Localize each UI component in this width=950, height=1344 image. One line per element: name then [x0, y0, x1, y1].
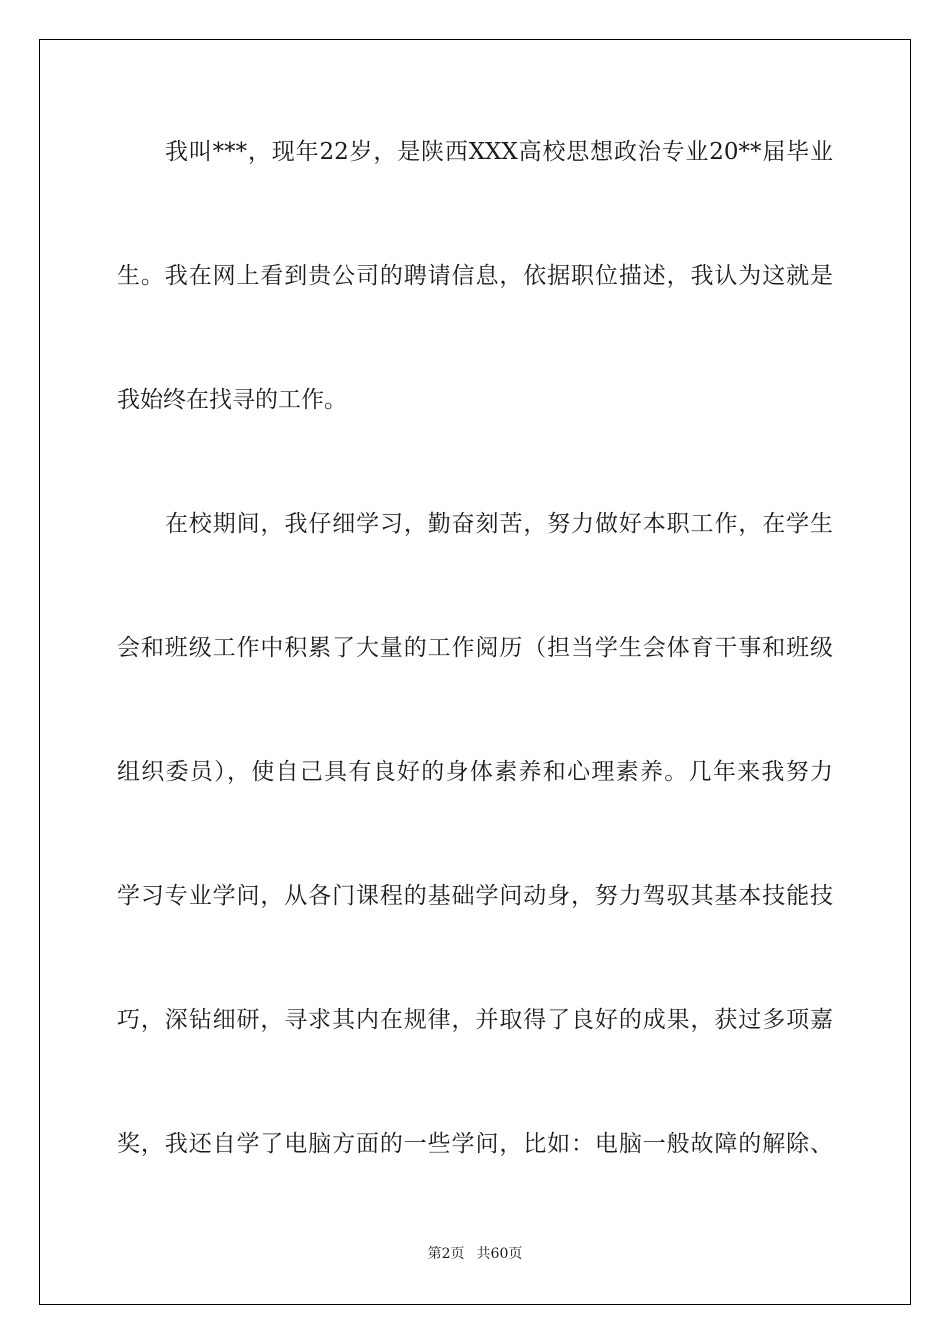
paragraph-2-line-4: 学习专业学问，从各门课程的基础学问动身，努力驾驭其基本技能技	[117, 883, 833, 909]
paragraph-1-line-3: 我始终在找寻的工作。	[117, 387, 347, 413]
paragraph-2-line-3: 组织委员），使自己具有良好的身体素养和心理素养。几年来我努力	[117, 759, 833, 785]
paragraph-1-line-2: 生。我在网上看到贵公司的聘请信息，依据职位描述，我认为这就是	[117, 263, 833, 289]
paragraph-2-line-6: 奖，我还自学了电脑方面的一些学问，比如：电脑一般故障的解除、	[117, 1131, 833, 1157]
paragraph-2-line-1: 在校期间，我仔细学习，勤奋刻苦，努力做好本职工作，在学生	[165, 511, 833, 537]
page-number: 第2页	[427, 1246, 465, 1262]
paragraph-2-line-2: 会和班级工作中积累了大量的工作阅历（担当学生会体育干事和班级	[117, 635, 833, 661]
page-total: 共60页	[476, 1246, 523, 1262]
page-footer	[0, 1244, 950, 1264]
paragraph-2-line-5: 巧，深钻细研，寻求其内在规律，并取得了良好的成果，获过多项嘉	[117, 1007, 833, 1033]
paragraph-1-line-1: 我叫***，现年22岁，是陕西XXX高校思想政治专业20**届毕业	[165, 139, 833, 165]
page-border	[39, 39, 911, 1305]
